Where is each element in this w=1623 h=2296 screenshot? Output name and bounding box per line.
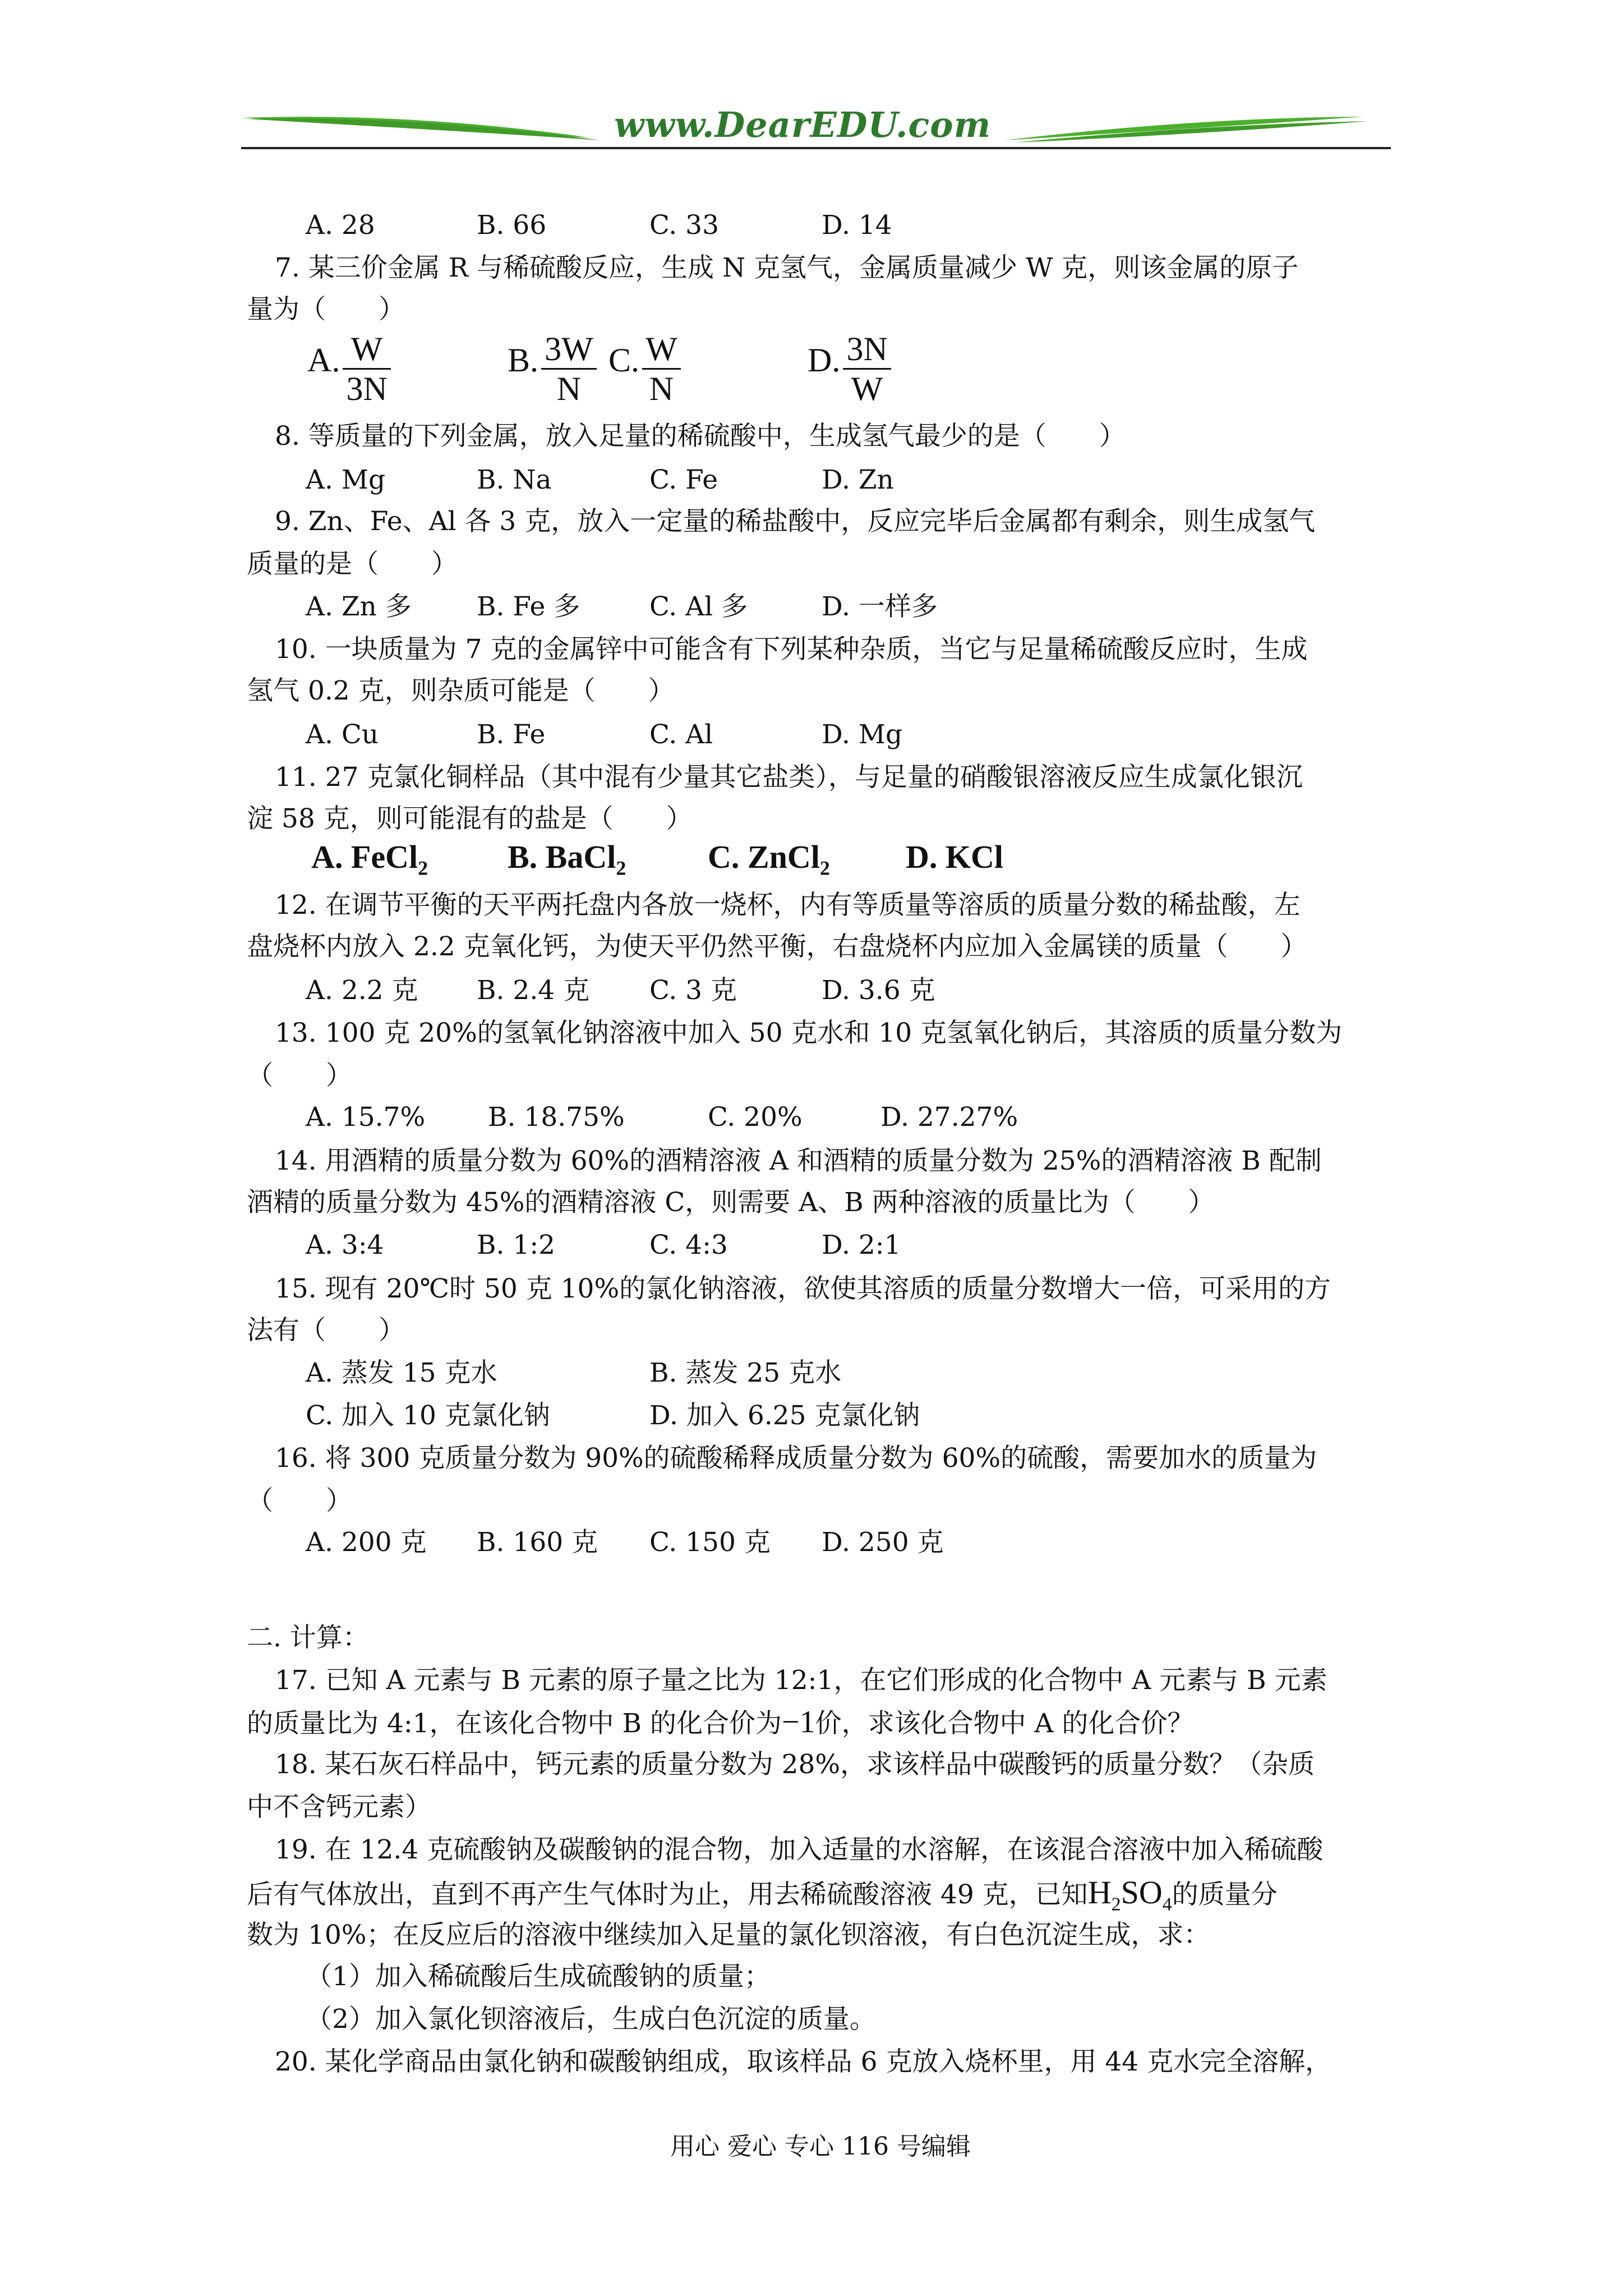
q7-fraction-b: $\frac{3W}{N}$ [541,330,597,408]
q12-text-line1: 12. 在调节平衡的天平两托盘内各放一烧杯，内有等质量等溶质的质量分数的稀盐酸，左 [275,890,1301,921]
q14-option-c: C. 4:3 [649,1230,728,1260]
q9-option-a: A. Zn 多 [306,591,412,622]
q16-option-b: B. 160 克 [477,1527,598,1558]
page-footer: 用心 爱心 专心 116 号编辑 [670,2132,971,2161]
q7-text-line1: 7. 某三价金属 R 与稀硫酸反应，生成 N 克氢气，金属质量减少 W 克，则该金属的原子 [275,252,1299,283]
q7-text-line2: 量为（ ） [247,294,405,325]
q8-text: 8. 等质量的下列金属，放入足量的稀硫酸中，生成氢气最少的是（ ） [275,421,1126,452]
q19-subquestion-2: （2）加入氯化钡溶液后，生成白色沉淀的质量。 [306,2004,876,2035]
q16-text-line1: 16. 将 300 克质量分数为 90%的硫酸稀释成质量分数为 60%的硫酸，需要加水的质量为 [275,1443,1317,1474]
q13-text-line1: 13. 100 克 20%的氢氧化钠溶液中加入 50 克水和 10 克氢氧化钠后，其溶质的质量分数为 [275,1018,1343,1048]
q15-text-line2: 法有（ ） [247,1315,405,1346]
q11-text-line2: 淀 58 克，则可能混有的盐是（ ） [247,803,693,834]
q12-text-line2: 盘烧杯内放入 2.2 克氧化钙，为使天平仍然平衡，右盘烧杯内应加入金属镁的质量（ ） [247,931,1307,962]
q6-option-d: D. 14 [822,210,892,241]
q18-text-line1: 18. 某石灰石样品中，钙元素的质量分数为 28%，求该样品中碳酸钙的质量分数？（杂质 [275,1749,1315,1780]
q13-option-b: B. 18.75% [488,1102,625,1133]
q9-option-b: B. Fe 多 [477,591,580,622]
h2so4-formula: $H_2SO_4$ [1087,1874,1172,1915]
q17-text-line1: 17. 已知 A 元素与 B 元素的原子量之比为 12:1，在它们形成的化合物中 A 元素与 B 元素 [275,1665,1327,1696]
q19-text-line3: 数为 10%；在反应后的溶液中继续加入足量的氯化钡溶液，有白色沉淀生成，求： [247,1920,1210,1950]
q10-option-a: A. Cu [306,719,379,750]
q20-text-line1: 20. 某化学商品由氯化钠和碳酸钠组成，取该样品 6 克放入烧杯里，用 44 克水完全溶解， [275,2046,1332,2077]
q6-option-a: A. 28 [306,210,375,241]
header-rule [241,147,1391,149]
q13-option-c: C. 20% [708,1102,803,1133]
q11-option-c: C. ZnCl$_2$ [708,839,830,880]
q14-text-line1: 14. 用酒精的质量分数为 60%的酒精溶液 A 和酒精的质量分数为 25%的酒精溶液 B 配制 [275,1145,1322,1176]
q13-text-line2: （ ） [247,1060,352,1091]
q15-option-d: D. 加入 6.25 克氯化钠 [649,1400,920,1431]
q14-text-line2: 酒精的质量分数为 45%的酒精溶液 C，则需要 A、B 两种溶液的质量比为（ ） [247,1187,1215,1218]
q16-option-a: A. 200 克 [306,1527,427,1558]
q11-text-line1: 11. 27 克氯化铜样品（其中混有少量其它盐类），与足量的硝酸银溶液反应生成氯化银沉 [275,762,1303,793]
q16-option-d: D. 250 克 [822,1527,944,1558]
q12-option-c: C. 3 克 [649,975,737,1006]
q12-option-d: D. 3.6 克 [822,975,935,1006]
site-logo-text: www.DearEDU.com [614,104,992,145]
q13-option-a: A. 15.7% [306,1102,426,1133]
q7-option-c: C. $\frac{W}{N}$ [608,330,681,408]
q6-option-b: B. 66 [477,210,547,241]
q17-text-line2: 的质量比为 4:1，在该化合物中 B 的化合价为−1价，求该化合物中 A 的化合价？ [247,1705,1194,1740]
q14-option-d: D. 2:1 [822,1230,901,1260]
q9-option-c: C. Al 多 [649,591,748,622]
q7-fraction-a: $\frac{W}{3N}$ [343,330,390,408]
q11-option-a: A. FeCl$_2$ [311,839,428,880]
q10-text-line1: 10. 一块质量为 7 克的金属锌中可能含有下列某种杂质，当它与足量稀硫酸反应时，生成 [275,634,1308,665]
q19-text-line1: 19. 在 12.4 克硫酸钠及碳酸钠的混合物，加入适量的水溶解，在该混合溶液中加入稀硫酸 [275,1834,1324,1865]
q11-option-b: B. BaCl$_2$ [508,839,626,880]
q10-option-b: B. Fe [477,719,546,750]
q9-option-d: D. 一样多 [822,591,938,622]
section2-title: 二. 计算： [247,1622,369,1653]
q8-option-d: D. Zn [822,464,894,495]
q15-option-b: B. 蒸发 25 克水 [649,1358,842,1388]
header-banner [241,104,1391,157]
q15-option-c: C. 加入 10 克氯化钠 [306,1400,550,1431]
q7-option-b: B. $\frac{3W}{N}$ [508,330,597,408]
q9-text-line1: 9. Zn、Fe、Al 各 3 克，放入一定量的稀盐酸中，反应完毕后金属都有剩余，则生成氢气 [275,506,1316,537]
q7-fraction-d: $\frac{3N}{W}$ [843,330,891,408]
q14-option-b: B. 1:2 [477,1230,556,1260]
q8-option-b: B. Na [477,464,552,495]
q19-subquestion-1: （1）加入稀硫酸后生成硫酸钠的质量； [306,1961,771,1992]
q8-option-c: C. Fe [649,464,718,495]
q12-option-b: B. 2.4 克 [477,975,590,1006]
q18-text-line2: 中不含钙元素） [247,1792,431,1823]
q16-option-c: C. 150 克 [649,1527,771,1558]
q16-text-line2: （ ） [247,1485,352,1516]
q10-text-line2: 氢气 0.2 克，则杂质可能是（ ） [247,675,675,706]
q15-text-line1: 15. 现有 20℃时 50 克 10%的氯化钠溶液，欲使其溶质的质量分数增大一倍，可采用的方 [275,1273,1331,1304]
q13-option-d: D. 27.27% [880,1102,1018,1133]
q12-option-a: A. 2.2 克 [306,975,418,1006]
q11-option-d: D. KCl [906,839,1003,875]
q19-text-line2: 后有气体放出，直到不再产生气体时为止，用去稀硫酸溶液 49 克，已知$H_2SO_4$的质量分 [247,1874,1278,1915]
q14-option-a: A. 3:4 [306,1230,384,1260]
q10-option-d: D. Mg [822,719,903,750]
q7-option-d: D. $\frac{3N}{W}$ [808,330,891,408]
q9-text-line2: 质量的是（ ） [247,549,458,579]
q10-option-c: C. Al [649,719,713,750]
q7-fraction-c: $\frac{W}{N}$ [642,330,681,408]
q15-option-a: A. 蒸发 15 克水 [306,1358,497,1388]
q7-option-a: A. $\frac{W}{3N}$ [307,330,391,408]
q6-option-c: C. 33 [649,210,719,241]
q8-option-a: A. Mg [306,464,386,495]
